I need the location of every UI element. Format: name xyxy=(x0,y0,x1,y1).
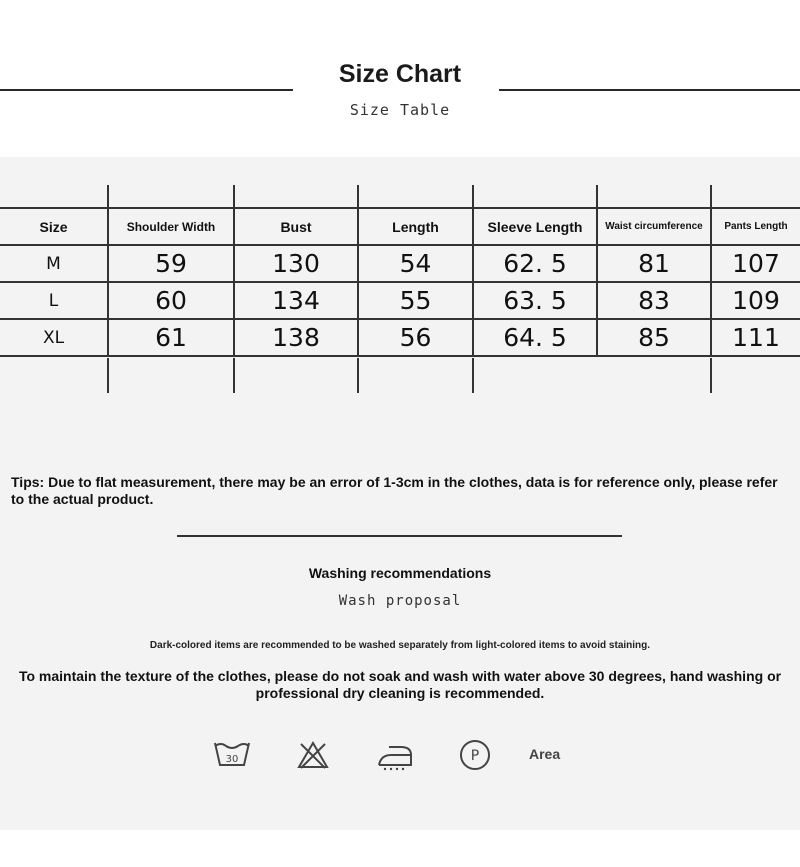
wash-30-icon xyxy=(213,738,251,775)
column-divider-bottom xyxy=(357,358,359,393)
tips-text: Tips: Due to flat measurement, there may be an error of 1-3cm in the clothes, data is for reference only, please refer to the actual product. xyxy=(11,474,778,507)
svg-text:P: P xyxy=(470,748,480,764)
table-cell: 54 xyxy=(358,245,473,282)
column-divider-top xyxy=(710,185,712,207)
table-row xyxy=(0,319,800,356)
header-length: Length xyxy=(358,208,473,245)
footer-area xyxy=(0,830,800,867)
title-left-rule xyxy=(0,89,293,91)
washing-title: Washing recommendations xyxy=(308,565,492,581)
table-cell: 111 xyxy=(711,319,800,356)
size-cell: XL xyxy=(0,319,108,356)
header-size: Size xyxy=(0,208,108,245)
column-divider-top xyxy=(472,185,474,207)
header-bust: Bust xyxy=(234,208,358,245)
page-title: Size Chart xyxy=(338,60,462,88)
table-cell: 138 xyxy=(234,319,358,356)
table-cell: 61 xyxy=(108,319,234,356)
table-cell: 62. 5 xyxy=(473,245,597,282)
table-cell: 85 xyxy=(597,319,711,356)
header-shoulder-width: Shoulder Width xyxy=(108,208,234,245)
table-row xyxy=(0,245,800,282)
table-cell: 64. 5 xyxy=(473,319,597,356)
column-divider-bottom xyxy=(107,358,109,393)
table-cell: 59 xyxy=(108,245,234,282)
maintain-note: To maintain the texture of the clothes, please do not soak and wash with water above 30 degrees, hand washing or professional dry cleaning is recommended. xyxy=(18,668,782,701)
header-waist-circumference: Waist circumference xyxy=(597,208,711,245)
table-cell: 134 xyxy=(234,282,358,319)
section-divider xyxy=(177,535,622,537)
dry-clean-p-icon xyxy=(459,739,491,776)
header-sleeve-length: Sleeve Length xyxy=(473,208,597,245)
table-cell: 81 xyxy=(597,245,711,282)
area-label: Area xyxy=(529,746,561,762)
column-divider-top xyxy=(596,185,598,207)
column-divider-top xyxy=(357,185,359,207)
table-header-row xyxy=(0,208,800,245)
column-divider-bottom xyxy=(233,358,235,393)
header-pants-length: Pants Length xyxy=(711,208,800,245)
iron-icon xyxy=(377,741,413,776)
size-table xyxy=(0,207,800,357)
column-divider-top xyxy=(107,185,109,207)
page-subtitle: Size Table xyxy=(349,101,451,119)
dark-color-note: Dark-colored items are recommended to be washed separately from light-colored items to avoid staining. xyxy=(149,640,651,651)
table-row xyxy=(0,282,800,319)
table-cell: 83 xyxy=(597,282,711,319)
table-cell: 130 xyxy=(234,245,358,282)
table-cell: 107 xyxy=(711,245,800,282)
size-cell: L xyxy=(0,282,108,319)
table-cell: 63. 5 xyxy=(473,282,597,319)
table-cell: 56 xyxy=(358,319,473,356)
title-right-rule xyxy=(499,89,800,91)
table-cell: 55 xyxy=(358,282,473,319)
column-divider-top xyxy=(233,185,235,207)
column-divider-bottom xyxy=(710,358,712,393)
do-not-bleach-icon xyxy=(297,740,329,775)
washing-subtitle: Wash proposal xyxy=(338,593,462,609)
svg-text:30: 30 xyxy=(225,754,239,765)
table-cell: 60 xyxy=(108,282,234,319)
header-area xyxy=(0,0,800,157)
table-cell: 109 xyxy=(711,282,800,319)
size-cell: M xyxy=(0,245,108,282)
column-divider-bottom xyxy=(472,358,474,393)
